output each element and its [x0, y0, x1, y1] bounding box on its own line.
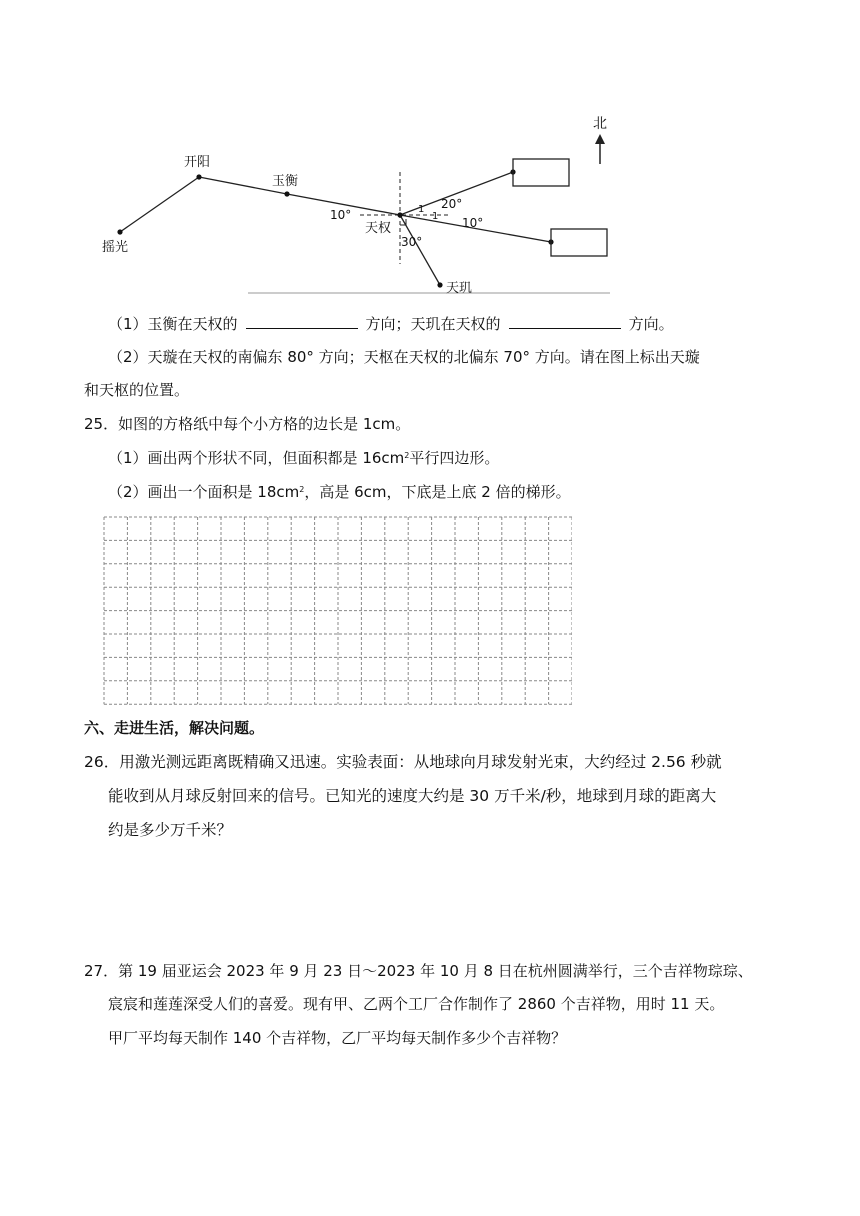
q24-part1-text-c: 方向。 [628, 315, 674, 333]
section-6-title: 六、走进生活，解决问题。 [84, 719, 265, 737]
north-label: 北 [593, 116, 607, 132]
star-direction-diagram [0, 0, 860, 300]
q25-part1-sup: 2 [404, 451, 410, 460]
answer-box-upper[interactable] [513, 159, 569, 186]
angle-label-10-left: 10° [330, 208, 352, 222]
q24-blank-1[interactable] [246, 314, 358, 329]
q25-part1 [108, 448, 499, 468]
q25-part2-sup: 2 [299, 485, 305, 494]
tick-label-1a: 1 [418, 204, 425, 215]
tick-label-1b: 1 [432, 211, 439, 222]
label-kaiyang: 开阳 [184, 155, 211, 170]
angle-label-20: 20° [441, 197, 463, 211]
point-tianji [437, 282, 442, 287]
label-yaoguang: 摇光 [102, 240, 129, 255]
q24-blank-2[interactable] [509, 314, 621, 329]
q26-line1: 26．用激光测远距离既精确又迅速。实验表面：从地球向月球发射光束，大约经过 2.56 秒就 [84, 753, 722, 771]
q25-part2-text-b: ，高是 6cm，下底是上底 2 倍的梯形。 [304, 483, 571, 501]
q24-part1-text-b: 方向；天玑在天权的 [365, 315, 501, 333]
q25-part2 [108, 482, 571, 502]
point-tianquan [397, 212, 402, 217]
q24-part1 [108, 314, 674, 334]
q25-stem: 25．如图的方格纸中每个小方格的边长是 1cm。 [84, 415, 411, 433]
q27-line3: 甲厂平均每天制作 140 个吉祥物，乙厂平均每天制作多少个吉祥物？ [108, 1029, 567, 1047]
line-yaoguang-kaiyang [120, 177, 199, 232]
point-yaoguang [117, 229, 122, 234]
point-kaiyang [196, 174, 201, 179]
q27-line2: 宸宸和莲莲深受人们的喜爱。现有甲、乙两个工厂合作制作了 2860 个吉祥物，用时 11 天。 [108, 995, 725, 1013]
q27-line1: 27．第 19 届亚运会 2023 年 9 月 23 日～2023 年 10 月 8 日在杭州圆满举行，三个吉祥物琮琮、 [84, 962, 753, 980]
q24-part2-line2: 和天枢的位置。 [84, 381, 190, 399]
label-yuheng: 玉衡 [272, 174, 299, 189]
q25-part1-text-b: 平行四边形。 [409, 449, 500, 467]
answer-box-lower[interactable] [551, 229, 607, 256]
q25-part1-text-a: （1）画出两个形状不同，但面积都是 16cm [108, 449, 405, 467]
angle-label-30: 30° [401, 235, 423, 249]
q26-line2: 能收到从月球反射回来的信号。已知光的速度大约是 30 万千米/秒，地球到月球的距离大 [108, 787, 717, 805]
north-arrow-icon [595, 134, 605, 144]
q24-part2-line1: （2）天璇在天权的南偏东 80° 方向；天枢在天权的北偏东 70° 方向。请在图上标出天璇 [108, 348, 700, 366]
label-tianji: 天玑 [446, 281, 473, 296]
q24-part1-text-a: （1）玉衡在天权的 [108, 315, 238, 333]
angle-label-10-right: 10° [462, 216, 484, 230]
label-tianquan: 天权 [365, 221, 392, 236]
q25-part2-text-a: （2）画出一个面积是 18cm [108, 483, 300, 501]
q26-line3: 约是多少万千米？ [108, 821, 233, 839]
point-yuheng [284, 191, 289, 196]
grid-paper[interactable] [100, 513, 572, 707]
